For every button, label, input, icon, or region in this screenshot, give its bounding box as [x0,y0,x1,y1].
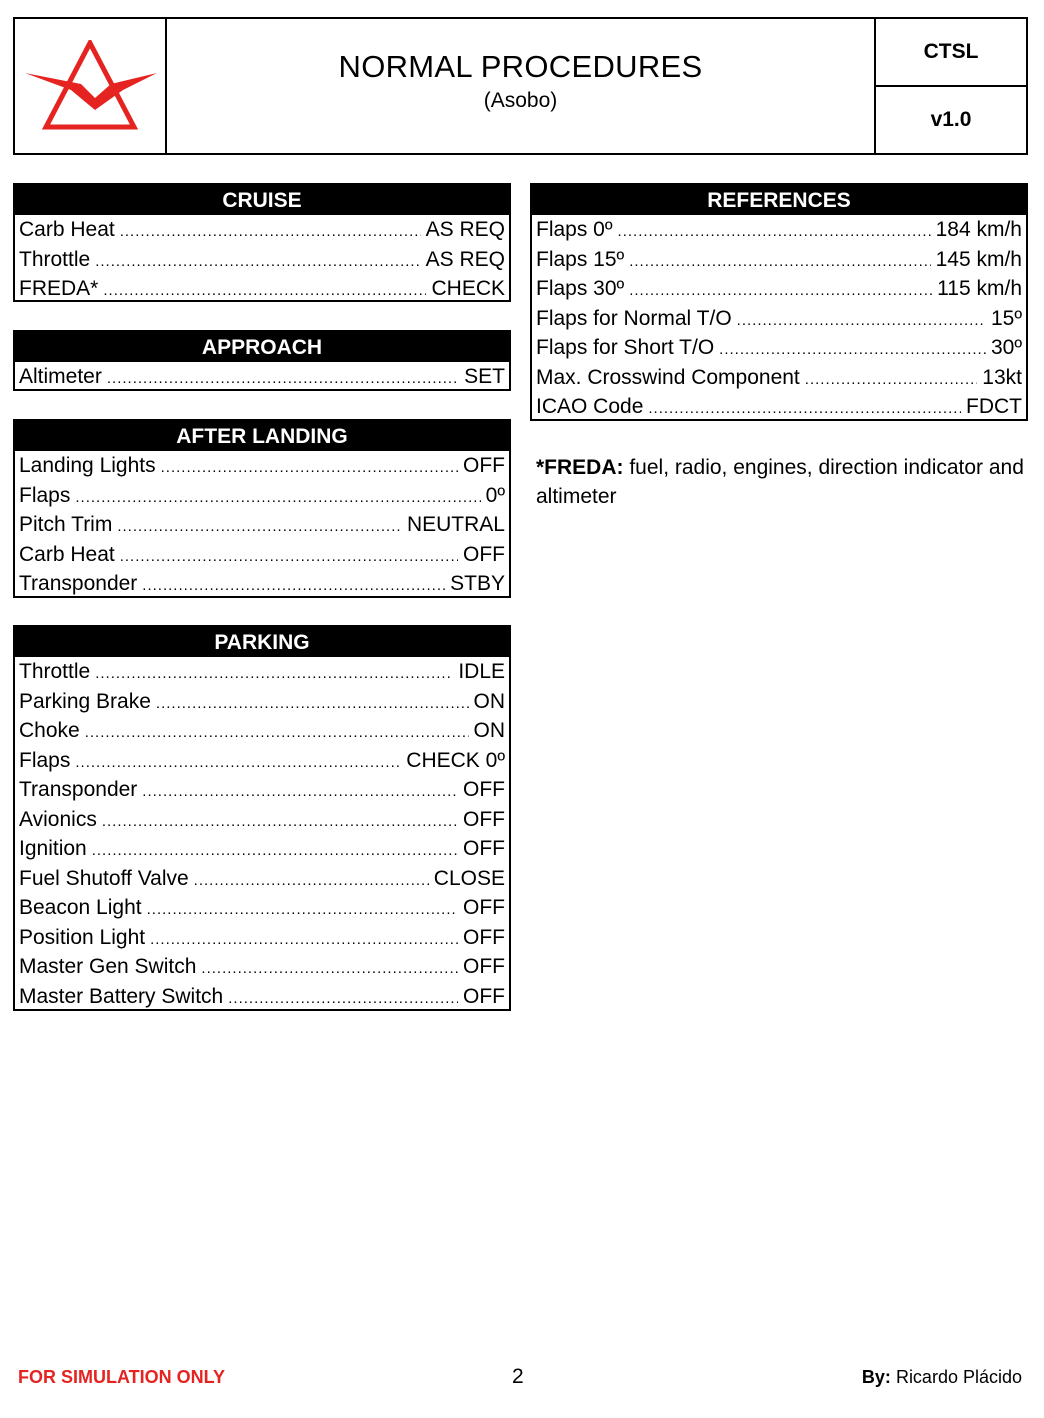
approach-section [13,330,511,391]
simulation-disclaimer: FOR SIMULATION ONLY [18,1367,225,1387]
document-header [13,17,1028,155]
author-label: By: [861,1367,891,1387]
references-section [530,183,1028,421]
title-cell [167,19,876,153]
item-label: Carb Heat [19,542,115,566]
item-value: OFF [463,807,505,831]
page-title: NORMAL PROCEDURES [338,49,703,84]
reference-item [536,392,1022,422]
dot-leader [147,895,458,925]
checklist-item [19,687,505,717]
reference-item [536,274,1022,304]
item-label: Parking Brake [19,689,151,713]
item-value: OFF [463,925,505,949]
dot-leader [107,364,459,394]
item-value: OFF [463,454,505,477]
dot-leader [142,777,458,807]
checklist-item [19,245,505,275]
winged-triangle-logo-icon [23,40,157,132]
header-meta [876,19,1026,153]
item-value: 115 km/h [937,277,1022,300]
item-label: Beacon Light [19,896,142,919]
item-label: Flaps [19,483,71,507]
dot-leader [103,276,426,306]
item-label: Throttle [19,660,91,683]
checklist-item [19,775,505,805]
dot-leader [102,807,458,837]
item-value: OFF [463,837,505,860]
item-value: OFF [463,542,505,566]
note-text: fuel, radio, engines, direction indicator and altimeter [536,456,1024,508]
reference-item [536,245,1022,275]
item-label: Ignition [19,837,87,860]
item-value: OFF [463,896,505,919]
approach-list [15,362,509,392]
checklist-item [19,569,505,599]
reference-item [536,333,1022,363]
dot-leader [629,276,932,306]
aircraft-code: CTSL [876,19,1026,87]
dot-leader [150,925,458,955]
dot-leader [95,247,420,277]
item-label: Flaps [19,748,71,772]
item-label: Avionics [19,807,97,831]
checklist-item [19,982,505,1012]
checklist-item [19,746,505,776]
checklist-item [19,864,505,894]
item-value: IDLE [458,660,505,683]
references-list [532,215,1026,422]
after-landing-list [15,451,509,599]
item-label: Carb Heat [19,218,115,241]
version-label: v1.0 [930,108,972,131]
item-value: 13kt [982,365,1022,389]
parking-title: PARKING [15,627,509,657]
freda-note [536,453,1026,511]
checklist-item [19,215,505,245]
page-subtitle: (Asobo) [483,89,558,112]
item-value: NEUTRAL [406,513,505,536]
item-value: FDCT [966,395,1022,418]
dot-leader [156,689,469,719]
item-value: SET [464,365,505,388]
item-label: Max. Crosswind Component [536,365,800,389]
item-label: Flaps 30º [536,277,625,300]
dot-leader [228,984,458,1014]
dot-leader [75,483,480,513]
checklist-item [19,540,505,570]
parking-section [13,625,511,1011]
item-value: OFF [463,984,505,1008]
item-label: Pitch Trim [19,513,113,536]
logo-cell [15,19,167,153]
after-landing-title: AFTER LANDING [15,421,509,451]
checklist-item [19,805,505,835]
dot-leader [75,748,401,778]
dot-leader [618,217,931,247]
checklist-item [19,834,505,864]
item-label: Master Gen Switch [19,955,197,978]
item-value: ON [473,689,505,713]
author-credit [862,1367,1022,1388]
item-value: 0º [485,483,505,507]
dot-leader [85,718,469,748]
item-label: Flaps for Short T/O [536,336,715,359]
item-label: Position Light [19,925,146,949]
dot-leader [194,866,429,896]
after-landing-section [13,419,511,598]
item-value: 30º [990,336,1022,359]
dot-leader [92,836,458,866]
dot-leader [629,247,930,277]
reference-item [536,304,1022,334]
dot-leader [120,217,421,247]
item-label: Flaps 15º [536,247,625,271]
reference-item [536,363,1022,393]
dot-leader [161,453,458,483]
checklist-item [19,716,505,746]
item-value: OFF [463,955,505,978]
item-label: Landing Lights [19,454,156,477]
checklist-item [19,893,505,923]
cruise-title: CRUISE [15,185,509,215]
dot-leader [648,394,961,424]
item-label: ICAO Code [536,395,644,418]
item-label: Fuel Shutoff Valve [19,866,189,890]
checklist-item [19,510,505,540]
item-value: OFF [463,778,505,801]
item-value: CHECK 0º [406,748,505,772]
item-value: CHECK [431,277,505,300]
checklist-item [19,451,505,481]
item-value: 15º [990,306,1022,330]
note-term: *FREDA: [536,456,624,479]
cruise-list [15,215,509,304]
item-value: ON [473,719,505,742]
reference-item [536,215,1022,245]
dot-leader [719,335,986,365]
checklist-item [19,481,505,511]
item-label: Choke [19,719,80,742]
item-value: STBY [450,572,505,595]
item-value: AS REQ [425,247,505,271]
item-label: Transponder [19,572,138,595]
item-label: Altimeter [19,365,102,388]
dot-leader [805,365,978,395]
item-label: Master Battery Switch [19,984,224,1008]
author-name: Ricardo Plácido [890,1367,1022,1387]
item-label: FREDA* [19,277,99,300]
item-label: Flaps 0º [536,218,613,241]
dot-leader [117,512,402,542]
cruise-section [13,183,511,302]
checklist-item [19,274,505,304]
checklist-item [19,923,505,953]
checklist-item [19,952,505,982]
dot-leader [120,542,458,572]
parking-list [15,657,509,1011]
item-value: AS REQ [425,218,505,241]
approach-title: APPROACH [15,332,509,362]
dot-leader [95,659,453,689]
checklist-item [19,657,505,687]
item-label: Flaps for Normal T/O [536,306,732,330]
dot-leader [201,954,458,984]
item-value: 145 km/h [935,247,1022,271]
dot-leader [737,306,986,336]
references-title: REFERENCES [532,185,1026,215]
page-number: 2 [512,1365,524,1388]
item-value: 184 km/h [935,218,1022,241]
item-label: Throttle [19,247,91,271]
item-label: Transponder [19,778,138,801]
dot-leader [142,571,445,601]
item-value: CLOSE [433,866,505,890]
checklist-item [19,362,505,392]
